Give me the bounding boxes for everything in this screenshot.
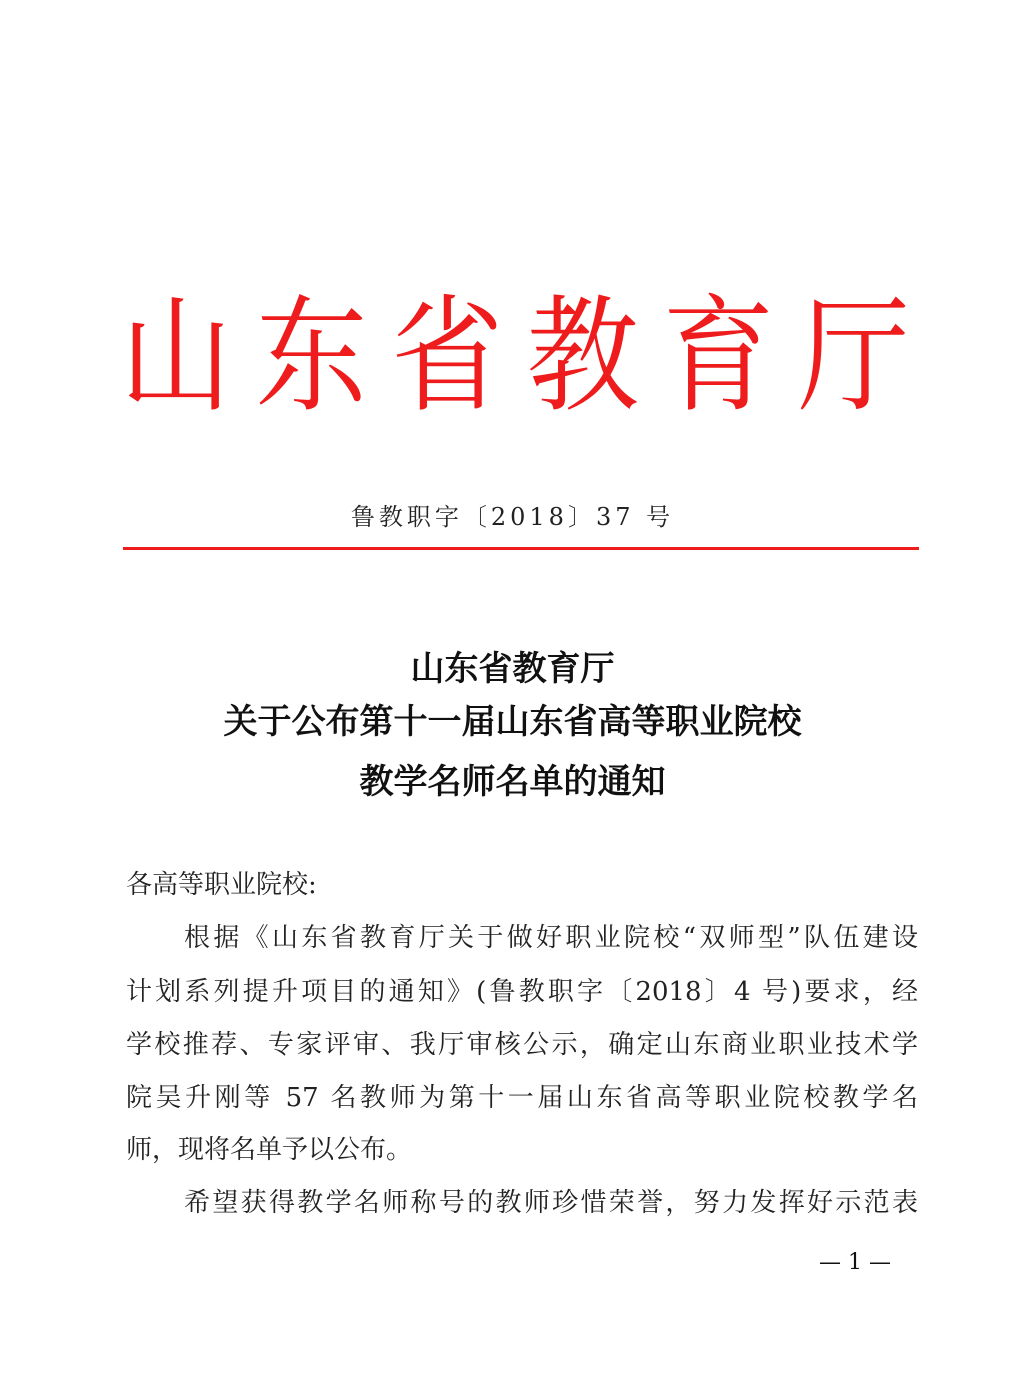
body-line: 计划系列提升项目的通知》(鲁教职字〔2018〕4 号)要求，经 — [126, 977, 918, 1007]
masthead-char: 山 — [120, 284, 232, 430]
salutation: 各高等职业院校: — [126, 870, 317, 900]
body-line: 根据《山东省教育厅关于做好职业院校“双师型”队伍建设 — [184, 923, 918, 953]
masthead-char: 育 — [662, 284, 775, 430]
title-line-1: 山东省教育厅 — [410, 649, 615, 689]
page-number: — 1 — — [819, 1250, 891, 1275]
masthead-char: 教 — [526, 284, 639, 430]
body-line: 学校推荐、专家评审、我厅审核公示，确定山东商业职业技术学 — [126, 1030, 918, 1060]
masthead-char: 东 — [255, 284, 368, 430]
title-line-2: 关于公布第十一届山东省高等职业院校 — [223, 702, 802, 742]
masthead — [120, 282, 910, 432]
body-line: 师，现将名单予以公布。 — [126, 1135, 413, 1165]
title-line-3: 教学名师名单的通知 — [359, 762, 666, 802]
body-line: 院吴升刚等 57 名教师为第十一届山东省高等职业院校教学名 — [126, 1083, 918, 1113]
body-line: 希望获得教学名师称号的教师珍惜荣誉，努力发挥好示范表 — [184, 1188, 918, 1218]
document-number: 鲁教职字〔2018〕37 号 — [350, 503, 675, 531]
masthead-char: 厅 — [797, 284, 910, 430]
red-divider — [123, 547, 919, 550]
masthead-char: 省 — [391, 284, 504, 430]
